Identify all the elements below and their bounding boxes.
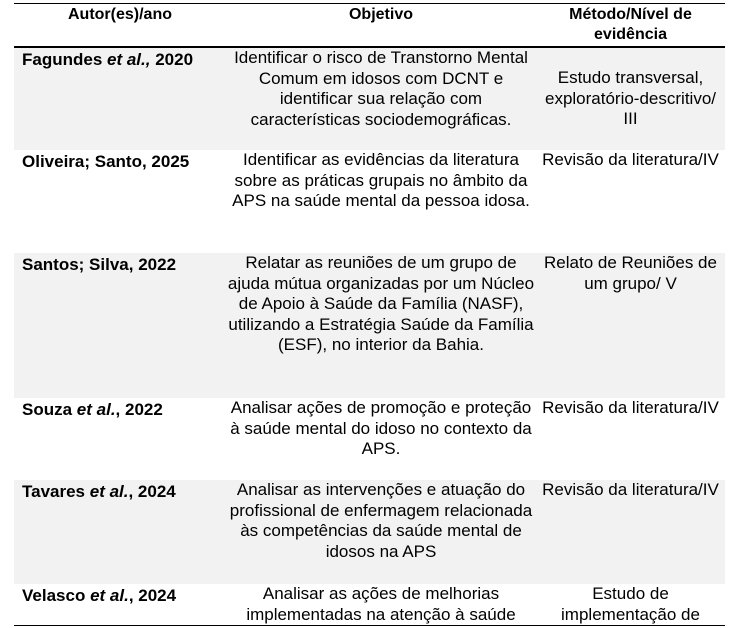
table-top-rule — [14, 3, 725, 4]
objective-cell: Analisar ações de promoção e proteção à saúde mental do idoso no contexto da APS. — [230, 398, 532, 459]
table-row — [14, 480, 725, 584]
method-cell: Relato de Reuniões de um grupo/ V — [544, 253, 717, 293]
table-bottom-rule — [14, 625, 725, 626]
author-cell: Oliveira; Santo, 2025 — [22, 152, 190, 171]
header-objective: Objetivo — [348, 6, 413, 23]
method-cell: Estudo de implementação de — [561, 584, 700, 624]
table-row — [14, 398, 725, 480]
header-method: Método/Nível de evidência — [569, 6, 692, 43]
method-cell: Revisão da literatura/IV — [542, 480, 719, 499]
objective-cell: Relatar as reuniões de um grupo de ajuda mútua organizadas por um Núcleo de Apoio à Saúde da Família (NASF), utilizando a Estratégia Saúde da Família (ESF), no interior da Bahia. — [227, 253, 535, 355]
author-cell: Fagundes et al., 2020 — [22, 50, 194, 69]
method-cell: Revisão da literatura/IV — [542, 150, 719, 169]
header-author: Autor(es)/ano — [68, 6, 172, 23]
author-cell: Souza et al., 2022 — [22, 400, 163, 419]
objective-cell: Analisar as intervenções e atuação do profissional de enfermagem relacionada às competências da saúde mental de idosos na APS — [229, 480, 533, 561]
author-cell: Velasco et al., 2024 — [22, 586, 177, 605]
method-cell: Estudo transversal, exploratório-descritivo/ III — [544, 68, 716, 129]
table-row — [14, 253, 725, 398]
table-row — [14, 48, 725, 150]
author-cell: Tavares et al., 2024 — [22, 482, 176, 501]
method-cell: Revisão da literatura/IV — [542, 398, 719, 417]
objective-cell: Identificar as evidências da literatura sobre as práticas grupais no âmbito da APS na saúde mental da pessoa idosa. — [232, 150, 530, 211]
author-cell: Santos; Silva, 2022 — [22, 255, 177, 274]
objective-cell: Analisar as ações de melhorias implementadas na atenção à saúde — [246, 584, 516, 624]
table-row — [14, 150, 725, 253]
objective-cell: Identificar o risco de Transtorno Mental Comum em idosos com DCNT e identificar sua relação com características sociodemográficas. — [234, 48, 528, 129]
table-row — [14, 584, 725, 625]
